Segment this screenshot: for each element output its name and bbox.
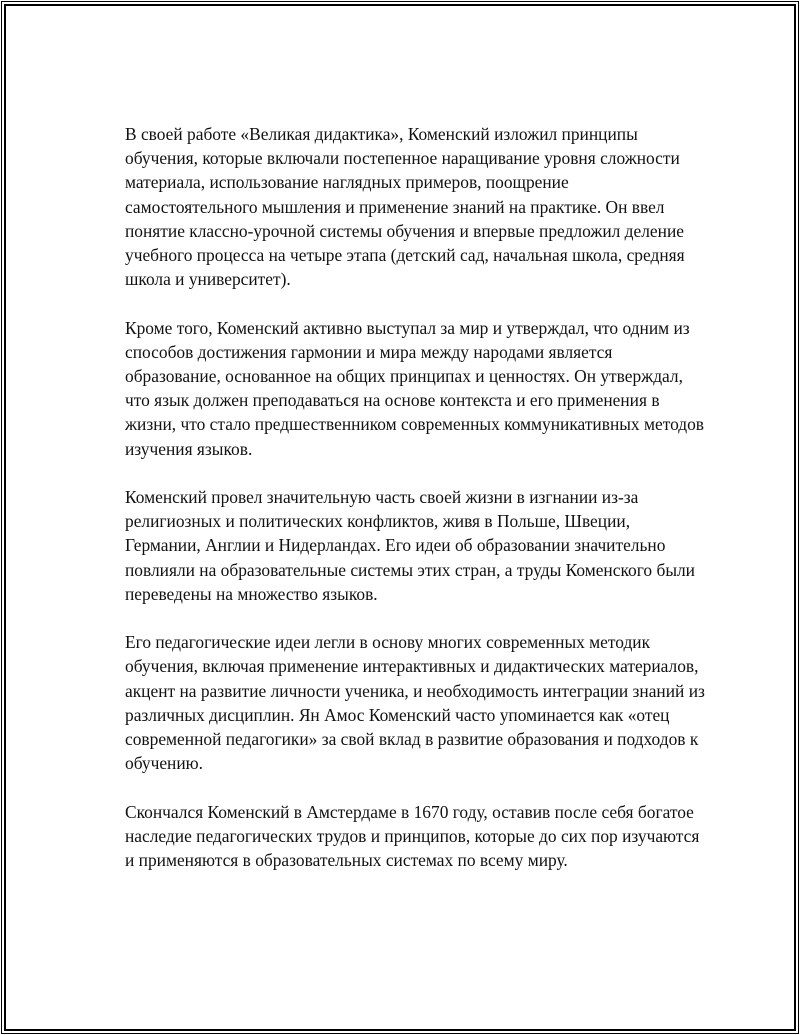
- paragraph-exile: Коменский провел значительную часть своей жизни в изгнании из-за религиозных и политических конфликтов, живя в Польше, Швеции, Германии, Англии и Нидерландах. Его идеи об образовании значительно повлияли на образовательные системы этих стран, а труды Коменского были переведены на множество языков.: [125, 487, 695, 604]
- paragraph-pedagogical-legacy: Его педагогические идеи легли в основу многих современных методик обучения, включая применение интерактивных и дидактических материалов, акцент на развитие личности ученика, и необходимость интеграции знаний из различных дисциплин. Ян Амос Коменский часто упоминается как «отец современной педагогики» за свой вклад в развитие образования и подходов к обучению.: [125, 632, 705, 774]
- paragraph-peace-and-language: Кроме того, Коменский активно выступал за мир и утверждал, что одним из способов достижения гармонии и мира между народами является образование, основанное на общих принципах и ценностях. Он утверждал, что язык должен преподаваться на основе контекста и его применения в жизни, что стало предшественником современных коммуникативных методов изучения языков.: [125, 317, 705, 459]
- page-border: [4, 4, 796, 1031]
- paragraph-death-and-heritage: Скончался Коменский в Амстердаме в 1670 году, оставив после себя богатое наследие педагогических трудов и принципов, которые до сих пор изучаются и применяются в образовательных системах по всему миру.: [125, 801, 700, 871]
- paragraph-didactica: В своей работе «Великая дидактика», Коменский изложил принципы обучения, которые включали постепенное наращивание уровня сложности материала, использование наглядных примеров, поощрение самостоятельного мышления и применение знаний на практике. Он ввел понятие классно-урочной системы обучения и впервые предложил деление учебного процесса на четыре этапа (детский сад, начальная школа, средняя школа и университет).: [125, 124, 685, 290]
- document-body: [125, 122, 705, 872]
